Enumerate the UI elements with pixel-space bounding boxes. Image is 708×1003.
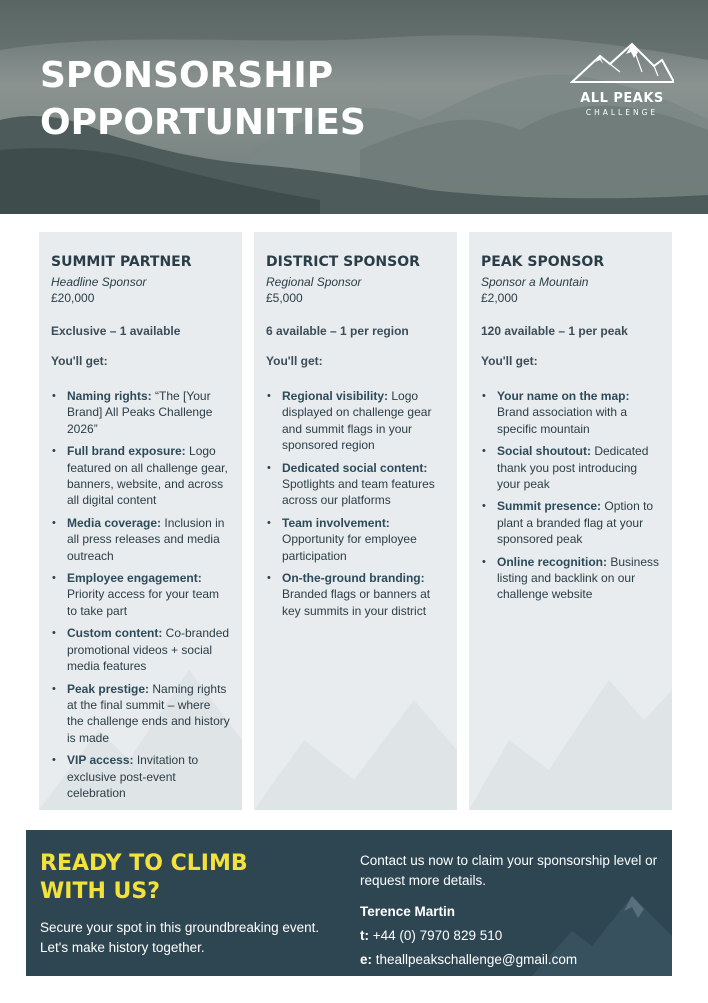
benefit-label: Social shoutout:	[497, 444, 591, 459]
contact-details	[360, 851, 660, 970]
mountain-peaks-icon	[570, 42, 674, 84]
contact-intro: Contact us now to claim your sponsorship level or request more details.	[360, 853, 658, 888]
title-line-2: OPPORTUNITIES	[40, 102, 366, 143]
tier-title: DISTRICT SPONSOR	[266, 254, 420, 270]
tier-card-district-sponsor	[254, 232, 457, 810]
benefit-label: Full brand exposure:	[67, 444, 186, 459]
tier-card-summit-partner	[39, 232, 242, 810]
benefit-text: Dedicated thank you post introducing your peak	[497, 444, 649, 492]
mountain-watermark-icon	[254, 610, 457, 810]
tier-subtitle: Headline Sponsor	[51, 275, 147, 289]
benefit-label: Naming rights:	[67, 389, 152, 403]
benefits-heading: You'll get:	[266, 354, 323, 368]
benefit-item	[266, 460, 445, 509]
benefit-label: Summit presence:	[497, 499, 602, 514]
contact-banner	[26, 830, 672, 976]
benefit-text: Logo featured on all challenge gear, banners, website, and across all digital content	[67, 444, 228, 508]
benefit-item	[51, 752, 230, 801]
tier-subtitle: Sponsor a Mountain	[481, 275, 589, 289]
benefit-text: Invitation to exclusive post-event celebration	[67, 753, 199, 800]
benefit-label: Media coverage:	[67, 515, 162, 530]
benefit-item	[51, 443, 230, 509]
benefit-item	[51, 681, 230, 747]
email-label: e:	[360, 952, 373, 967]
benefit-label: Employee engagement:	[67, 571, 202, 586]
title-line-1: SPONSORSHIP	[40, 55, 334, 96]
benefit-label: Peak prestige:	[67, 681, 150, 696]
tier-availability: 120 available – 1 per peak	[481, 324, 628, 338]
benefit-label: Custom content:	[67, 626, 163, 641]
cta-heading-line-2: WITH US?	[40, 879, 161, 904]
tier-subtitle: Regional Sponsor	[266, 275, 362, 289]
cta-text: Secure your spot in this groundbreaking event. Let's make history together.	[40, 920, 320, 955]
benefit-item	[266, 515, 445, 564]
tier-title: PEAK SPONSOR	[481, 254, 605, 270]
benefits-heading: You'll get:	[481, 354, 538, 368]
benefit-label: Regional visibility:	[282, 389, 389, 403]
benefit-label: On-the-ground branding:	[282, 571, 425, 586]
benefit-item	[481, 388, 660, 437]
benefit-list	[51, 388, 230, 801]
benefit-text: “The [Your Brand] All Peaks Challenge 2026”	[67, 389, 213, 436]
benefit-item	[481, 443, 660, 492]
logo-name: ALL PEAKS	[580, 91, 664, 106]
benefit-item	[51, 388, 230, 437]
benefit-text: Brand association with a specific mountain	[497, 405, 628, 436]
benefit-item	[266, 570, 445, 619]
benefit-text: Co-branded promotional videos + social media features	[67, 626, 230, 674]
contact-phone[interactable]	[360, 926, 660, 946]
tier-price: £2,000	[481, 291, 518, 305]
mountain-watermark-icon	[469, 570, 672, 810]
benefit-text: Priority access for your team to take part	[67, 587, 220, 618]
benefits-heading: You'll get:	[51, 354, 108, 368]
contact-email[interactable]	[360, 950, 660, 970]
benefit-item	[266, 388, 445, 454]
all-peaks-logo	[566, 42, 678, 117]
benefit-text: Business listing and backlink on our challenge website	[497, 554, 660, 602]
email-address[interactable]: theallpeakschallenge@gmail.com	[372, 952, 578, 967]
benefit-label: Your name on the map:	[497, 389, 630, 403]
tier-availability: 6 available – 1 per region	[266, 324, 409, 338]
benefit-list	[266, 388, 445, 619]
contact-name: Terence Martin	[360, 904, 456, 919]
benefit-label: Online recognition:	[497, 554, 607, 569]
benefit-item	[51, 515, 230, 564]
logo-subtitle: CHALLENGE	[585, 108, 659, 117]
phone-number[interactable]: +44 (0) 7970 829 510	[369, 928, 503, 943]
benefit-text: Naming rights at the final summit – where the challenge ends and history is made	[67, 681, 230, 745]
cta-heading-line-1: READY TO CLIMB	[40, 851, 248, 876]
tier-card-peak-sponsor	[469, 232, 672, 810]
benefit-label: Team involvement:	[282, 515, 390, 530]
benefit-label: Dedicated social content:	[282, 460, 428, 475]
benefit-text: Branded flags or banners at key summits in your district	[282, 587, 431, 618]
tier-price: £20,000	[51, 291, 95, 305]
tier-price: £5,000	[266, 291, 303, 305]
benefit-item	[481, 498, 660, 547]
benefit-item	[51, 570, 230, 619]
phone-label: t:	[360, 928, 369, 943]
benefit-text: Option to plant a branded flag at your sponsored peak	[497, 499, 654, 547]
benefit-list	[481, 388, 660, 603]
hero-banner	[0, 0, 708, 214]
page-title	[40, 52, 460, 146]
tier-availability: Exclusive – 1 available	[51, 324, 181, 338]
benefit-text: Inclusion in all press releases and media outreach	[67, 515, 225, 563]
benefit-text: Spotlights and team features across our platforms	[282, 477, 435, 508]
benefit-label: VIP access:	[67, 753, 134, 768]
cta-heading	[40, 850, 340, 906]
benefit-text: Opportunity for employee participation	[282, 532, 417, 563]
benefit-text: Logo displayed on challenge gear and summit flags in your sponsored region	[282, 389, 432, 453]
benefit-item	[51, 625, 230, 674]
benefit-item	[481, 554, 660, 603]
tier-title: SUMMIT PARTNER	[51, 254, 192, 270]
